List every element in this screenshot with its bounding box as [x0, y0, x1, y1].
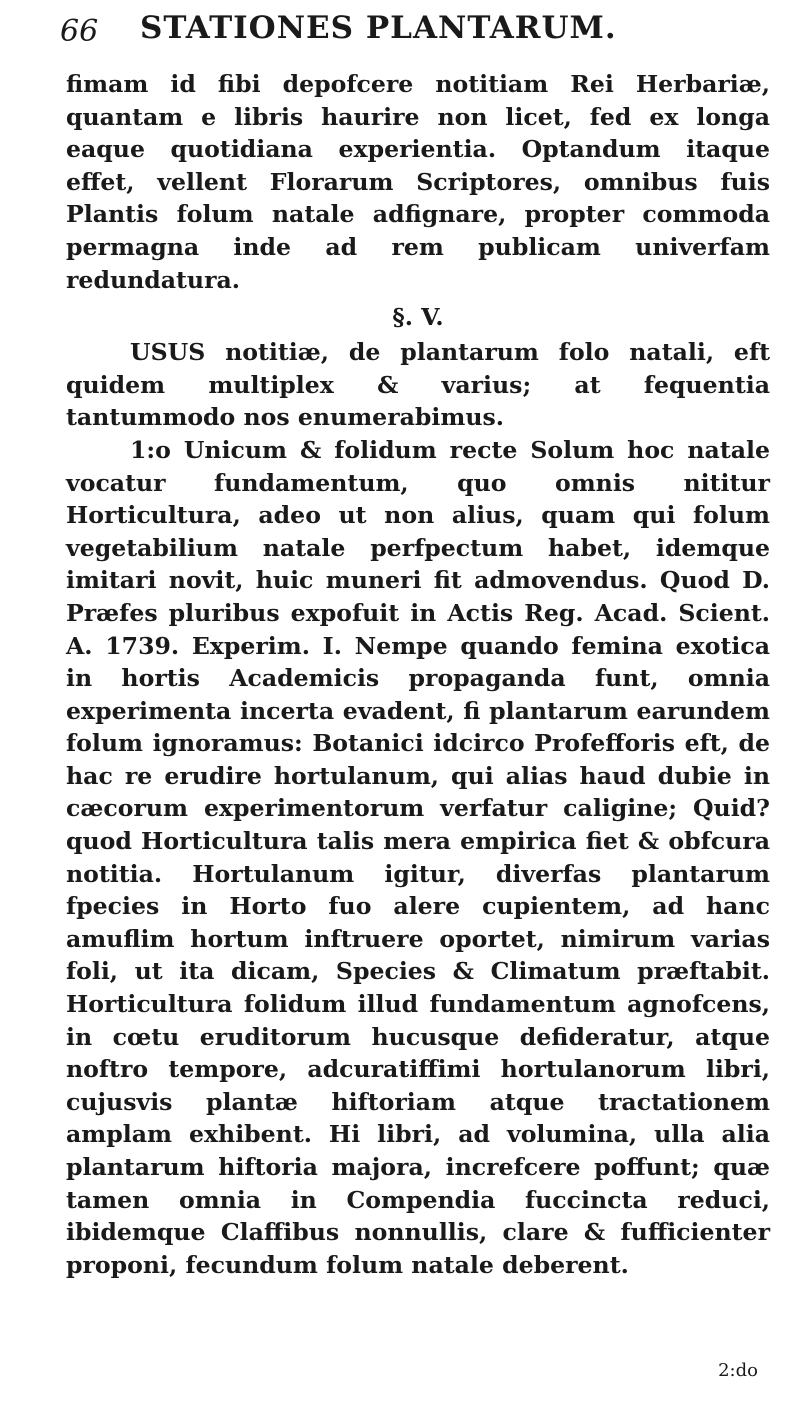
paragraph-3: 1:o Unicum & folidum recte Solum hoc natale vocatur fundamentum, quo omnis nititur Horticultura, adeo ut non alius, quam qui folum vegetabilium natale perfpectum habet, idemque imitari novit, huic muneri fit admovendus. Quod D. Præfes pluribus expofuit in Actis Reg. Acad. Scient. A. 1739. Experim. I. Nempe quando femina exotica in hortis Academicis propaganda funt, omnia experimenta incerta evadent, fi plantarum earundem folum ignoramus: Botanici idcirco Profefforis eft, de hac re erudire hortulanum, qui alias haud dubie in cæcorum experimentorum verfatur caligine; Quid? quod Horticultura talis mera empirica fiet & obfcura notitia. Hortulanum igitur, diverfas plantarum fpecies in Horto fuo alere cupientem, ad hanc amuflim hortum inftruere oportet, nimirum varias foli, ut ita dicam, Species & Climatum præftabit. Horticultura folidum illud fundamentum agnofcens, in cœtu eruditorum hucusque defideratur, atque noftro tempore, adcuratiffimi hortulanorum libri, cujusvis plantæ hiftoriam atque tractationem amplam exhibent. Hi libri, ad volumina, ulla alia plantarum hiftoria majora, increfcere poffunt; quæ tamen omnia in Compendia fuccincta reduci, ibidemque Claffibus nonnullis, clare & fufficienter proponi, fecundum folum natale deberent. — [66, 435, 770, 1279]
catchword: 2:do — [718, 1360, 758, 1381]
paragraph-2: USUS notitiæ, de plantarum folo natali, eft quidem multiplex & varius; at fequentia tantummodo nos enumerabimus. — [66, 338, 770, 432]
paragraph-1: fimam id fibi depofcere notitiam Rei Herbariæ, quantam e libris haurire non licet, fed ex longa eaque quotidiana experientia. Optandum itaque effet, vellent Florarum Scriptores, omnibus fuis Plantis folum natale adfignare, propter commoda permagna inde ad rem publicam univerfam redundatura. — [66, 70, 770, 294]
page-number: 66 — [60, 14, 99, 49]
running-title: STATIONES PLANTARUM. — [140, 10, 617, 46]
page-header — [0, 8, 800, 68]
body-text — [66, 68, 770, 1281]
section-heading: §. V. — [392, 303, 444, 332]
